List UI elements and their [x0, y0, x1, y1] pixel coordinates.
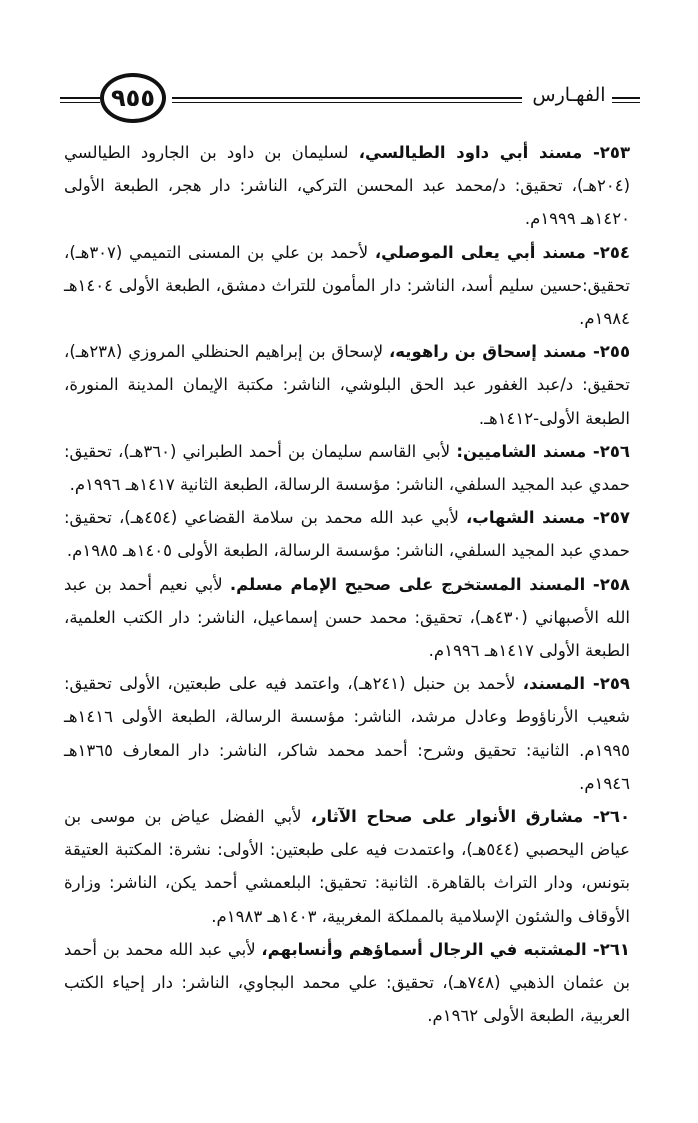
entry-title: مشارق الأنوار على صحاح الآثار،: [310, 807, 584, 827]
entry-title: المسند المستخرج على صحيح الإمام مسلم.: [229, 574, 586, 594]
bibliography-list: [64, 136, 630, 1032]
header-rule-left: [60, 97, 100, 99]
entry-text: لسليمان بن داود بن الجارود الطيالسي (٢٠٤هـ)، تحقيق: د/محمد عبد المحسن التركي، الناشر: دار هجر، الطبعة الأولى ١٤٢٠هـ ١٩٩٩م.: [64, 143, 630, 229]
entry-number: ٢٥٨-: [585, 574, 630, 594]
bibliography-entry: [64, 236, 630, 336]
entry-number: ٢٥٦-: [586, 441, 630, 461]
entry-text: لأبي عبد الله محمد بن سلامة القضاعي (٤٥٤هـ)، تحقيق: حمدي عبد المجيد السلفي، الناشر: مؤسسة الرسالة، الطبعة الأولى ١٤٠٥هـ ١٩٨٥م.: [64, 508, 630, 561]
entry-title: مسند أبي داود الطيالسي،: [358, 143, 583, 162]
entry-text: لأبي القاسم سليمان بن أحمد الطبراني (٣٦٠هـ)، تحقيق: حمدي عبد المجيد السلفي، الناشر: مؤسسة الرسالة، الطبعة الثانية ١٤١٧هـ ١٩٩٦م.: [64, 441, 630, 495]
entry-number: ٢٥٩-: [585, 674, 630, 694]
entry-title: مسند الشهاب،: [465, 508, 586, 528]
page-number: ٩٥٥: [111, 84, 155, 112]
running-title: الفهـارس: [532, 84, 606, 106]
bibliography-entry: [64, 800, 630, 933]
bibliography-entry: [64, 435, 630, 501]
entry-text: لإسحاق بن إبراهيم الحنظلي المروزي (٢٣٨هـ)، تحقيق: د/عبد الغفور عبد الحق البلوشي، الناشر: مكتبة الإيمان المدينة المنورة، الطبعة الأولى-١٤١٢هـ.: [64, 342, 630, 428]
entry-text: لأحمد بن علي بن المسنى التميمي (٣٠٧هـ)، تحقيق:حسين سليم أسد، الناشر: دار المأمون للتراث دمشق، الطبعة الأولى ١٤٠٤هـ ١٩٨٤م.: [64, 242, 630, 329]
bibliography-entry: [64, 501, 630, 567]
header-rule-middle: [172, 97, 522, 99]
entry-text: لأحمد بن حنبل (٢٤١هـ)، واعتمد فيه على طبعتين، الأولى تحقيق: شعيب الأرناؤوط وعادل مرشد، الناشر: مؤسسة الرسالة، الطبعة الأولى ١٤١٦هـ ١٩٩٥م. الثانية: تحقيق وشرح: أحمد محمد شاكر، الناشر: دار المعارف ١٣٦٥هـ ١٩٤٦م.: [64, 674, 630, 793]
entry-number: ٢٥٥-: [586, 342, 631, 362]
entry-text: لأبي الفضل عياض بن موسى بن عياض اليحصبي (٥٤٤هـ)، واعتمدت فيه على طبعتين: الأولى: نشرة: المكتبة العتيقة بتونس، ودار التراث بالقاهرة. الثانية: تحقيق: البلعمشي أحمد يكن، الناشر: وزارة الأوقاف والشئون الإسلامية بالمملكة المغربية، ١٤٠٣هـ ١٩٨٣م.: [64, 807, 630, 926]
entry-text: لأبي نعيم أحمد بن عبد الله الأصبهاني (٤٣٠هـ)، تحقيق: محمد حسن إسماعيل، الناشر: دار الكتب العلمية، الطبعة الأولى ١٤١٧هـ ١٩٩٦م.: [64, 574, 631, 661]
entry-text: لأبي عبد الله محمد بن أحمد بن عثمان الذهبي (٧٤٨هـ)، تحقيق: علي محمد البجاوي، الناشر: دار إحياء الكتب العربية، الطبعة الأولى ١٩٦٢م.: [64, 939, 630, 1026]
entry-title: المسند،: [522, 674, 586, 694]
entry-title: مسند الشاميين:: [456, 441, 587, 461]
entry-number: ٢٦٠-: [583, 807, 631, 827]
header-rule-right: [612, 97, 640, 99]
entry-title: مسند إسحاق بن راهويه،: [389, 342, 587, 362]
entry-number: ٢٦١-: [586, 939, 630, 959]
bibliography-entry: [64, 568, 630, 668]
bibliography-entry: [64, 933, 630, 1033]
page-number-badge: [100, 73, 166, 123]
bibliography-entry: [64, 136, 630, 236]
entry-title: مسند أبي يعلى الموصلي،: [374, 242, 586, 262]
bibliography-entry: [64, 335, 630, 435]
entry-title: المشتبه في الرجال أسماؤهم وأنسابهم،: [261, 939, 587, 959]
bibliography-entry: [64, 667, 630, 800]
entry-number: ٢٥٤-: [585, 242, 630, 262]
entry-number: ٢٥٣-: [582, 143, 631, 162]
page-header: [60, 70, 640, 130]
entry-number: ٢٥٧-: [585, 508, 630, 528]
